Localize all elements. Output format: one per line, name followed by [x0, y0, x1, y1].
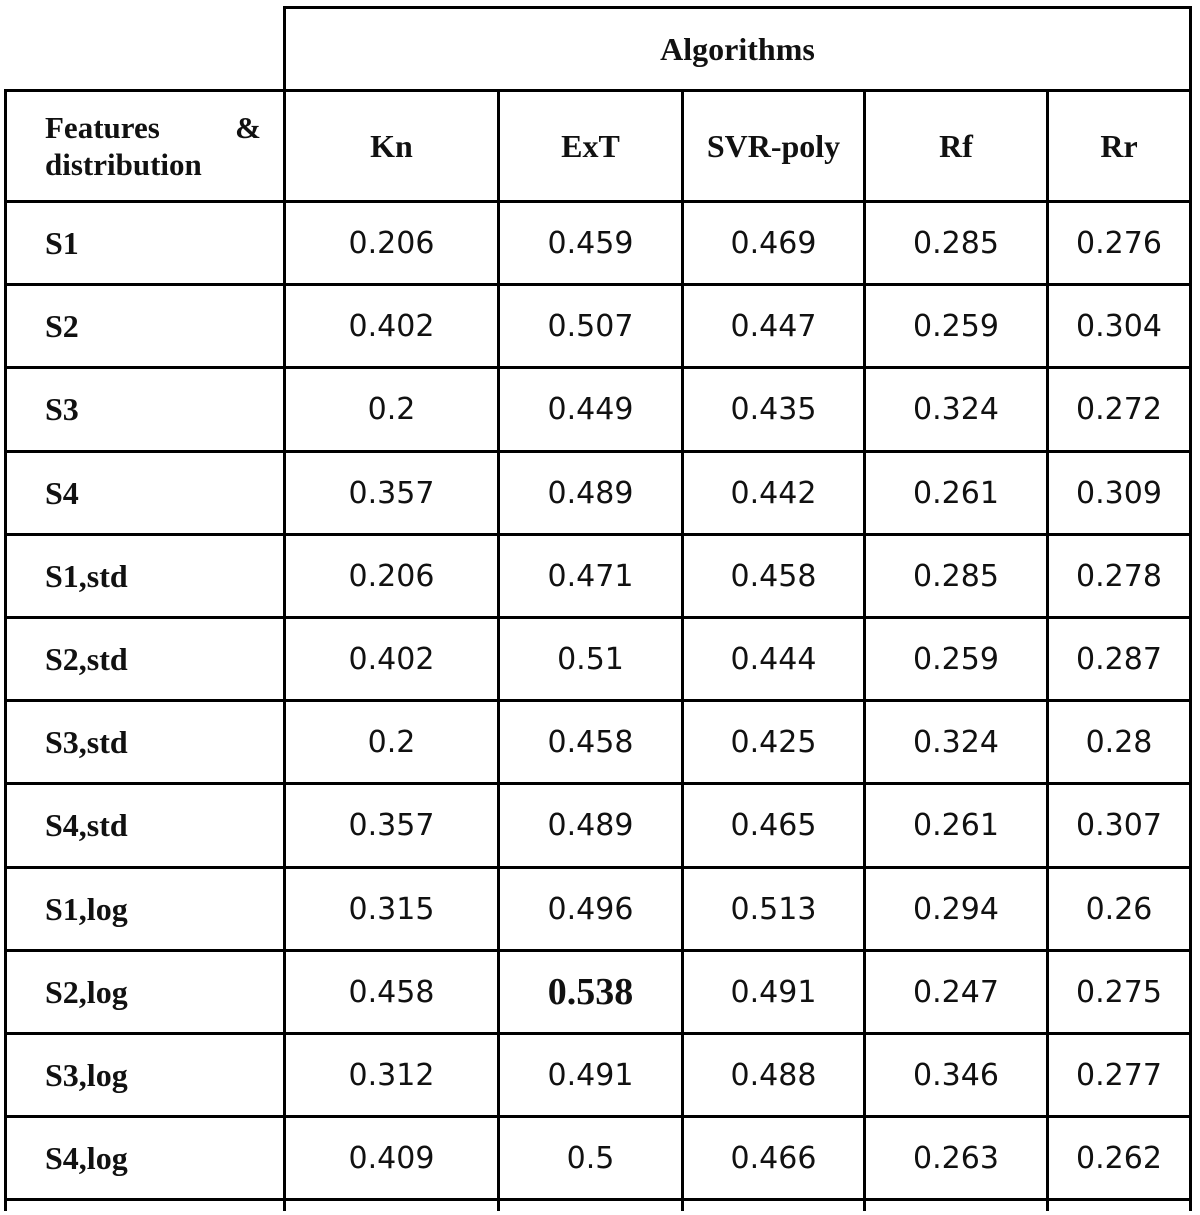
- value-cell: 0.346: [913, 1057, 999, 1093]
- value-cell: 0.276: [1076, 225, 1162, 261]
- value-cell: 0.272: [1076, 391, 1162, 427]
- value-cell: 0.285: [913, 558, 999, 594]
- value-cell: 0.309: [1076, 475, 1162, 511]
- value-cell: 0.458: [348, 974, 435, 1010]
- value-cell: 0.312: [348, 1057, 435, 1093]
- value-cell: 0.469: [730, 225, 817, 261]
- value-cell: 0.442: [730, 475, 817, 511]
- row-label: S2,std: [45, 640, 128, 677]
- ampersand-label: &: [235, 110, 261, 145]
- value-cell: 0.294: [913, 891, 999, 927]
- table-border-right: [1189, 6, 1192, 1211]
- row-label: S1,std: [45, 557, 128, 594]
- column-header-svr-poly: SVR-poly: [706, 127, 841, 164]
- value-cell: 0.402: [348, 308, 435, 344]
- value-cell: 0.278: [1076, 558, 1162, 594]
- value-cell: 0.402: [348, 641, 435, 677]
- value-cell: 0.491: [547, 1057, 634, 1093]
- value-cell: 0.449: [547, 391, 634, 427]
- value-cell: 0.471: [547, 558, 634, 594]
- best-value-cell: 0.538: [547, 971, 634, 1013]
- distribution-label: distribution: [45, 147, 202, 182]
- value-cell: 0.513: [730, 891, 817, 927]
- value-cell: 0.488: [730, 1057, 817, 1093]
- value-cell: 0.206: [348, 225, 435, 261]
- value-cell: 0.435: [730, 391, 817, 427]
- value-cell: 0.247: [913, 974, 999, 1010]
- value-cell: 0.28: [1085, 724, 1153, 760]
- column-header-rr: Rr: [1100, 127, 1138, 164]
- row-label: S2: [45, 307, 79, 344]
- row-label: S1,log: [45, 890, 128, 927]
- value-cell: 0.259: [913, 308, 999, 344]
- features-label: Features: [45, 110, 160, 145]
- row-label: S3,std: [45, 723, 128, 760]
- value-cell: 0.275: [1076, 974, 1162, 1010]
- value-cell: 0.357: [348, 475, 435, 511]
- value-cell: 0.261: [913, 475, 999, 511]
- value-cell: 0.466: [730, 1140, 817, 1176]
- column-header-kn: Kn: [370, 127, 413, 164]
- value-cell: 0.2: [367, 724, 416, 760]
- value-cell: 0.496: [547, 891, 634, 927]
- value-cell: 0.2: [367, 391, 416, 427]
- value-cell: 0.307: [1076, 807, 1162, 843]
- value-cell: 0.262: [1076, 1140, 1162, 1176]
- value-cell: 0.491: [730, 974, 817, 1010]
- value-cell: 0.465: [730, 807, 817, 843]
- value-cell: 0.287: [1076, 641, 1162, 677]
- value-cell: 0.277: [1076, 1057, 1162, 1093]
- row-label: S1: [45, 224, 79, 261]
- column-header-rf: Rf: [939, 127, 973, 164]
- value-cell: 0.447: [730, 308, 817, 344]
- value-cell: 0.458: [547, 724, 634, 760]
- value-cell: 0.357: [348, 807, 435, 843]
- value-cell: 0.324: [913, 724, 999, 760]
- value-cell: 0.444: [730, 641, 817, 677]
- value-cell: 0.51: [557, 641, 624, 677]
- value-cell: 0.489: [547, 475, 634, 511]
- row-label: S3,log: [45, 1056, 128, 1093]
- row-label: S3: [45, 390, 79, 427]
- row-label: S4,std: [45, 806, 128, 843]
- value-cell: 0.458: [730, 558, 817, 594]
- value-cell: 0.26: [1085, 891, 1153, 927]
- value-cell: 0.206: [348, 558, 435, 594]
- row-label: S4,log: [45, 1139, 128, 1176]
- value-cell: 0.315: [348, 891, 435, 927]
- value-cell: 0.263: [913, 1140, 999, 1176]
- value-cell: 0.261: [913, 807, 999, 843]
- row-label: S4: [45, 474, 79, 511]
- row-label: S2,log: [45, 973, 128, 1010]
- value-cell: 0.304: [1076, 308, 1162, 344]
- value-cell: 0.425: [730, 724, 817, 760]
- value-cell: 0.409: [348, 1140, 435, 1176]
- algorithms-group-header: Algorithms: [660, 30, 815, 67]
- row-divider: [4, 1198, 1192, 1201]
- value-cell: 0.459: [547, 225, 634, 261]
- column-header-ext: ExT: [561, 127, 620, 164]
- value-cell: 0.324: [913, 391, 999, 427]
- value-cell: 0.489: [547, 807, 634, 843]
- value-cell: 0.507: [547, 308, 634, 344]
- value-cell: 0.259: [913, 641, 999, 677]
- value-cell: 0.285: [913, 225, 999, 261]
- features-distribution-header: [7, 92, 283, 200]
- value-cell: 0.5: [566, 1140, 615, 1176]
